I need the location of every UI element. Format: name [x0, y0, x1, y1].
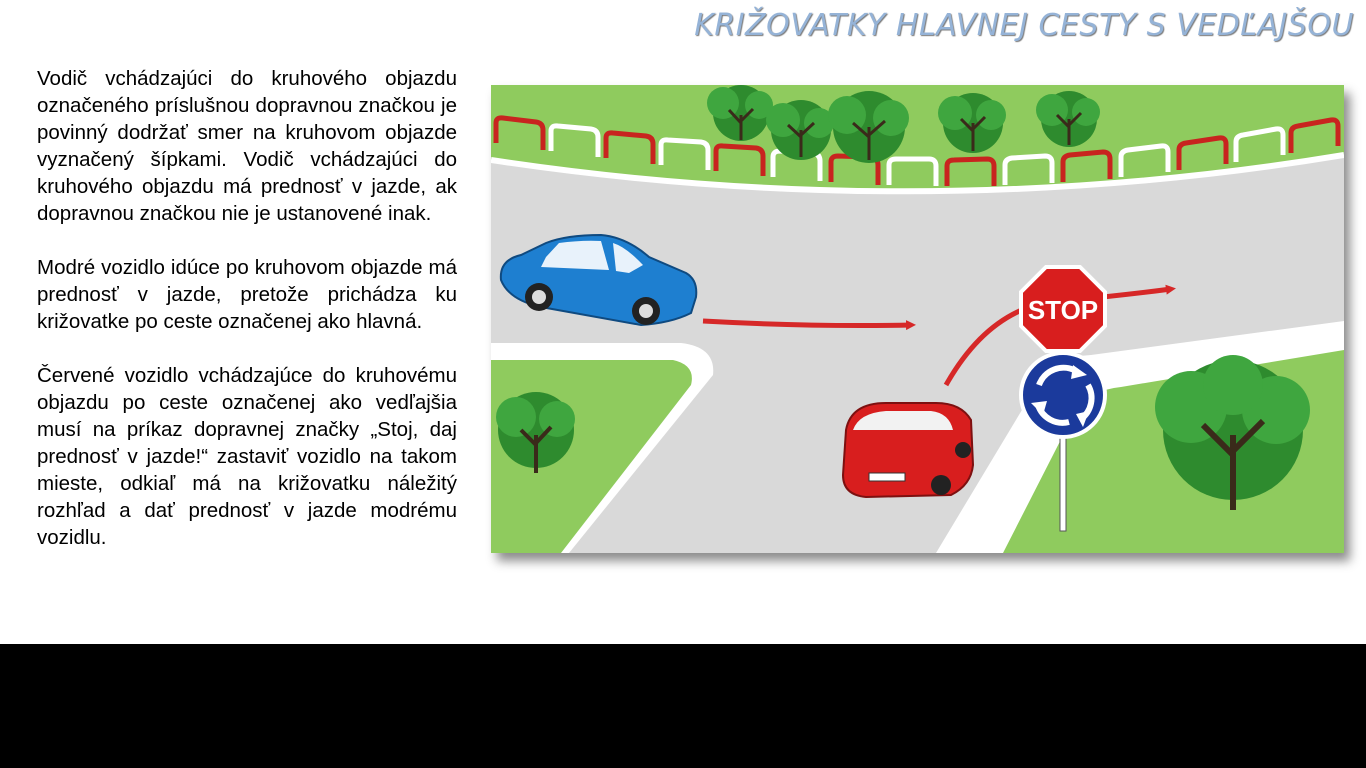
paragraph-blue-vehicle: Modré vozidlo idúce po kruhovom objazde má prednosť v jazde, pretože prichádza ku križovatke po ceste označenej ako hlavná.	[37, 256, 457, 333]
paragraph-roundabout-rule: Vodič vchádzajúci do kruhového objazdu označeného príslušnou dopravnou značkou je povinný dodržať smer na kruhovom objazde vyznačený šípkami. Vodič vchádzajúci do kruhového objazdu má prednosť v jazde, ak dopravnou značkou nie je ustanovené inak.	[37, 67, 457, 225]
stop-sign-icon	[1021, 267, 1105, 351]
illustration-svg	[491, 85, 1344, 553]
explanation-text	[37, 65, 457, 578]
red-car-icon	[843, 403, 973, 497]
slide-title: KRIŽOVATKY HLAVNEJ CESTY S VEDĽAJŠOU	[694, 8, 1354, 43]
paragraph-red-vehicle: Červené vozidlo vchádzajúce do kruhovému objazdu po ceste označenej ako vedľajšia musí na príkaz dopravnej značky „Stoj, daj prednosť v jazde!“ zastaviť vozidlo na takom mieste, odkiaľ má na križovatku náležitý rozhľad a dať prednosť v jazde modrému vozidlu.	[37, 364, 457, 549]
roundabout-illustration	[491, 85, 1344, 553]
roundabout-sign-icon	[1021, 353, 1105, 437]
stop-sign-text: STOP	[1027, 295, 1099, 325]
